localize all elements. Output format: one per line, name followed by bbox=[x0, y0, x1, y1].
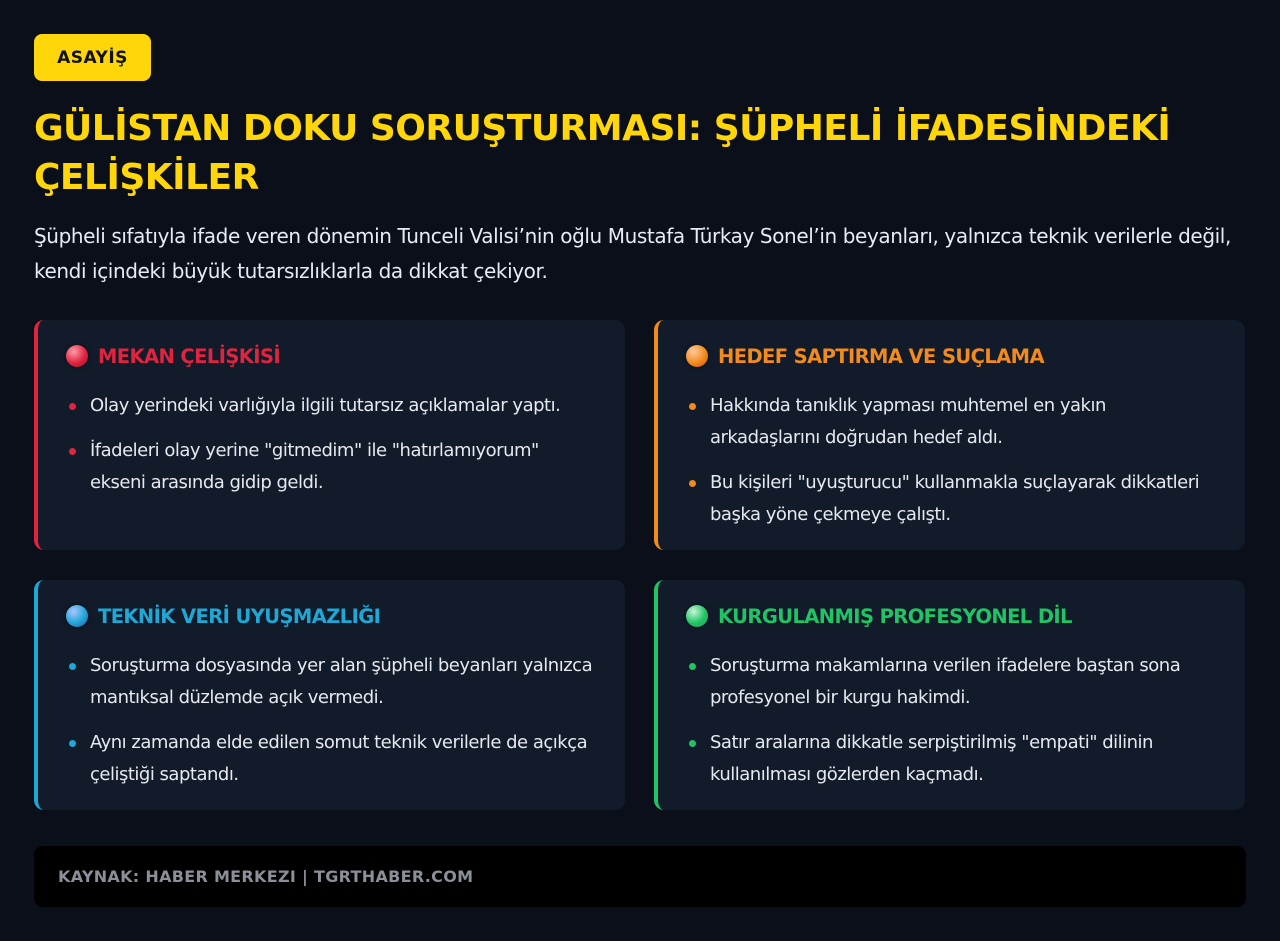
green-sphere-icon bbox=[686, 605, 708, 627]
bullet-dot-icon bbox=[689, 740, 696, 747]
card-hedef-saptirma bbox=[654, 320, 1245, 550]
list-item: Soruşturma makamlarına verilen ifadelere baştan sona profesyonel bir kurgu hakimdi. bbox=[686, 650, 1215, 714]
card-title: HEDEF SAPTIRMA VE SUÇLAMA bbox=[718, 344, 1044, 368]
list-item: Hakkında tanıklık yapması muhtemel en yakın arkadaşlarını doğrudan hedef aldı. bbox=[686, 390, 1215, 454]
card-header bbox=[686, 602, 1215, 630]
card-teknik-veri bbox=[34, 580, 625, 810]
card-header bbox=[66, 342, 595, 370]
card-header bbox=[66, 602, 595, 630]
bullet-dot-icon bbox=[689, 480, 696, 487]
orange-sphere-icon bbox=[686, 345, 708, 367]
bullet-list bbox=[686, 390, 1215, 531]
list-item: Satır aralarına dikkatle serpiştirilmiş "empati" dilinin kullanılması gözlerden kaçmadı. bbox=[686, 727, 1215, 791]
card-header bbox=[686, 342, 1215, 370]
bullet-list bbox=[66, 390, 595, 499]
bullet-list bbox=[686, 650, 1215, 791]
list-item: İfadeleri olay yerine "gitmedim" ile "hatırlamıyorum" ekseni arasında gidip geldi. bbox=[66, 435, 595, 499]
bullet-dot-icon bbox=[69, 403, 76, 410]
bullet-dot-icon bbox=[69, 448, 76, 455]
bullet-dot-icon bbox=[689, 663, 696, 670]
category-tag: ASAYİŞ bbox=[34, 34, 151, 81]
red-sphere-icon bbox=[66, 345, 88, 367]
bullet-dot-icon bbox=[689, 403, 696, 410]
card-title: TEKNİK VERİ UYUŞMAZLIĞI bbox=[98, 604, 381, 628]
bullet-dot-icon bbox=[69, 663, 76, 670]
source-text: KAYNAK: HABER MERKEZI | TGRTHABER.COM bbox=[58, 867, 474, 886]
card-mekan-celiskisi bbox=[34, 320, 625, 550]
list-item: Soruşturma dosyasında yer alan şüpheli beyanları yalnızca mantıksal düzlemde açık vermedi. bbox=[66, 650, 595, 714]
list-item: Aynı zamanda elde edilen somut teknik verilerle de açıkça çeliştiği saptandı. bbox=[66, 727, 595, 791]
list-item: Olay yerindeki varlığıyla ilgili tutarsız açıklamalar yaptı. bbox=[66, 390, 595, 422]
list-item: Bu kişileri "uyuşturucu" kullanmakla suçlayarak dikkatleri başka yöne çekmeye çalıştı. bbox=[686, 467, 1215, 531]
card-title: KURGULANMIŞ PROFESYONEL DİL bbox=[718, 604, 1072, 628]
card-title: MEKAN ÇELİŞKİSİ bbox=[98, 344, 281, 368]
card-kurgulanmis-dil bbox=[654, 580, 1245, 810]
page-title: GÜLİSTAN DOKU SORUŞTURMASI: ŞÜPHELİ İFADESİNDEKİ ÇELİŞKİLER bbox=[34, 108, 1171, 198]
source-footer bbox=[34, 846, 1246, 907]
bullet-dot-icon bbox=[69, 740, 76, 747]
blue-sphere-icon bbox=[66, 605, 88, 627]
bullet-list bbox=[66, 650, 595, 791]
lead-paragraph: Şüpheli sıfatıyla ifade veren dönemin Tunceli Valisi’nin oğlu Mustafa Türkay Sonel’in beyanları, yalnızca teknik verilerle değil, kendi içindeki büyük tutarsızlıklarla da dikkat çekiyor. bbox=[34, 224, 1231, 283]
